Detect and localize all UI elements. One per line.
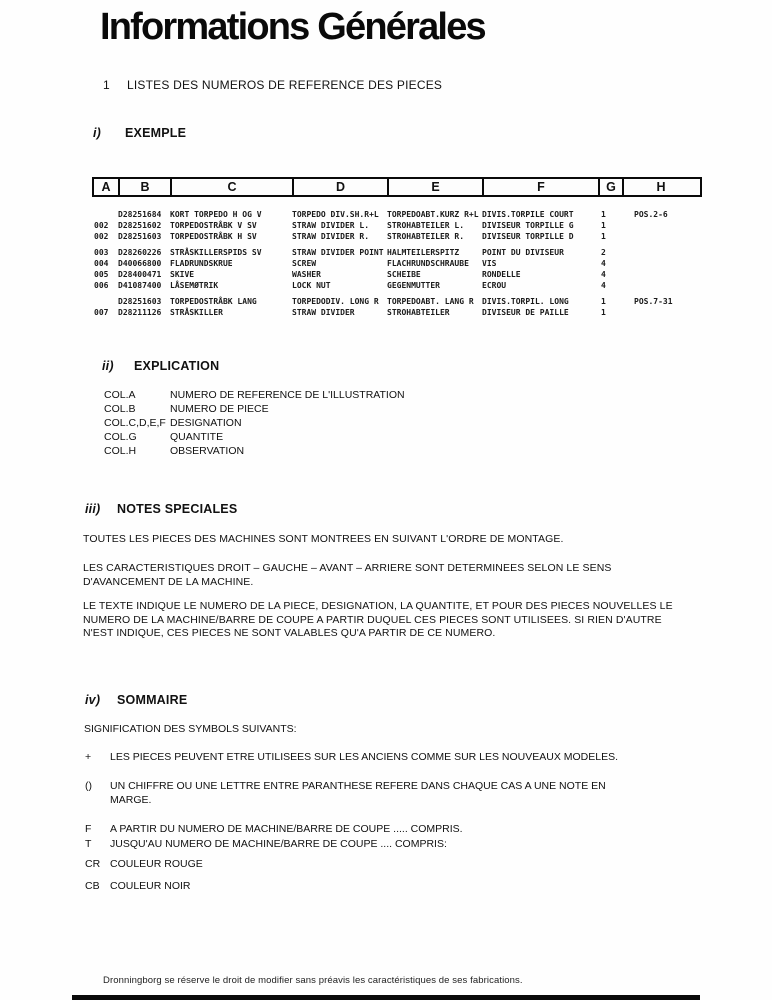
explication-item (104, 444, 405, 458)
column-ref: COL.H (104, 445, 137, 457)
parts-table-body (92, 209, 732, 323)
symbol-description: LES PIECES PEUVENT ETRE UTILISEES SUR LES ANCIENS COMME SUR LES NOUVEAUX MODELES. (110, 751, 619, 763)
table-row (92, 220, 732, 231)
symbol-item (85, 822, 650, 836)
notes-label: iii) (85, 502, 101, 516)
table-cell: SCHEIBE (387, 270, 421, 279)
table-row (92, 258, 732, 269)
table-cell: 1 (601, 221, 606, 230)
table-cell: 006 (94, 281, 109, 290)
table-row (92, 269, 732, 280)
column-header-h: H (656, 180, 666, 194)
table-cell: HALMTEILERSPITZ (387, 248, 460, 257)
column-header-e: E (389, 179, 484, 195)
column-header-f: F (484, 179, 600, 195)
notes-paragraph: LE TEXTE INDIQUE LE NUMERO DE LA PIECE, DESIGNATION, LA QUANTITE, ET POUR DES PIECES NOUVELLES LE NUMERO DE LA MACHINE/BARRE DE COUPE A PARTIR DUQUEL CES PIECES SONT UTILISEES. SI RIEN D'AUTRE N'EST INDIQUE, CES PIECES NE SONT VALABLES QU'A PARTIR DE CE NUMERO. (83, 600, 673, 639)
footer-disclaimer: Dronningborg se réserve le droit de modifier sans préavis les caractéristiques de ses fabrications. (103, 975, 523, 986)
symbol-glyph: CB (85, 880, 100, 892)
page-bottom-rule (72, 995, 700, 1000)
table-group (92, 296, 732, 318)
table-cell: DIVISEUR TORPILLE G (482, 221, 574, 230)
table-cell: TORPEDOSTRÅBK H SV (170, 232, 257, 241)
explication-heading-text: EXPLICATION (134, 359, 220, 373)
symbol-item (85, 857, 650, 871)
table-row (92, 296, 732, 307)
column-description: OBSERVATION (170, 445, 245, 457)
explication-item (104, 402, 405, 416)
table-cell: TORPEDO DIV.SH.R+L (292, 210, 379, 219)
symbol-glyph: CR (85, 858, 101, 870)
table-cell: DIVISEUR TORPILLE D (482, 232, 574, 241)
table-cell: LOCK NUT (292, 281, 331, 290)
notes-heading-text: NOTES SPECIALES (117, 502, 238, 516)
explication-list (104, 388, 405, 458)
symbol-item (85, 837, 650, 851)
sommaire-intro: SIGNIFICATION DES SYMBOLS SUIVANTS: (84, 723, 297, 735)
table-cell: SCREW (292, 259, 317, 268)
table-cell: D28251603 (118, 297, 162, 306)
symbol-description: JUSQU'AU NUMERO DE MACHINE/BARRE DE COUPE .... COMPRIS: (110, 838, 447, 850)
column-header-g: G (600, 179, 624, 195)
table-cell: D28251603 (118, 232, 162, 241)
table-cell: STROHABTEILER (387, 308, 450, 317)
section-1-heading (103, 78, 442, 92)
column-description: NUMERO DE PIECE (170, 403, 269, 415)
table-cell: 007 (94, 308, 109, 317)
table-cell: 1 (601, 232, 606, 241)
table-cell: LÅSEMØTRIK (170, 281, 219, 290)
table-cell: 004 (94, 259, 109, 268)
explication-item (104, 430, 405, 444)
table-cell: STRÅSKILLERSPIDS SV (170, 248, 262, 257)
table-cell: STROHABTEILER L. (387, 221, 465, 230)
column-ref: COL.G (104, 431, 137, 443)
table-cell: STRAW DIVIDER L. (292, 221, 370, 230)
column-description: DESIGNATION (170, 417, 242, 429)
symbol-item (85, 779, 650, 807)
symbol-glyph: T (85, 838, 92, 850)
table-cell: 1 (601, 210, 606, 219)
table-cell: ECROU (482, 281, 507, 290)
table-row (92, 307, 732, 318)
table-group (92, 247, 732, 291)
table-row (92, 280, 732, 291)
table-cell: D28251602 (118, 221, 162, 230)
table-cell: TORPEDOSTRÅBK LANG (170, 297, 257, 306)
column-description: QUANTITE (170, 431, 224, 443)
explication-label: ii) (102, 359, 114, 373)
table-cell: FLADRUNDSKRUE (170, 259, 233, 268)
notes-heading (85, 502, 237, 516)
symbol-item (85, 879, 650, 893)
table-cell: 1 (601, 297, 606, 306)
table-row (92, 209, 732, 220)
symbol-glyph: () (85, 780, 92, 792)
table-cell: TORPEDOABT. LANG R (387, 297, 474, 306)
table-cell: STRÅSKILLER (170, 308, 223, 317)
table-group (92, 209, 732, 242)
table-cell: D28251684 (118, 210, 162, 219)
symbol-description: A PARTIR DU NUMERO DE MACHINE/BARRE DE COUPE ..... COMPRIS. (110, 823, 463, 835)
table-cell: 002 (94, 221, 109, 230)
table-cell: 003 (94, 248, 109, 257)
table-cell: RONDELLE (482, 270, 521, 279)
table-cell: FLACHRUNDSCHRAUBE (387, 259, 469, 268)
explication-heading (102, 359, 219, 373)
table-cell: GEGENMUTTER (387, 281, 440, 290)
symbol-glyph: F (85, 823, 92, 835)
table-cell: D28260226 (118, 248, 162, 257)
table-cell: KORT TORPEDO H OG V (170, 210, 262, 219)
column-header-b: B (120, 179, 172, 195)
table-cell: VIS (482, 259, 497, 268)
column-description: NUMERO DE REFERENCE DE L'ILLUSTRATION (170, 389, 405, 401)
symbol-list (85, 750, 650, 893)
table-cell: D40066800 (118, 259, 162, 268)
symbol-description: UN CHIFFRE OU UNE LETTRE ENTRE PARANTHESE REFERE DANS CHAQUE CAS A UNE NOTE EN MARGE. (110, 780, 606, 806)
table-cell: D41087400 (118, 281, 162, 290)
table-cell: D28211126 (118, 308, 162, 317)
section-heading-text: LISTES DES NUMEROS DE REFERENCE DES PIECES (127, 78, 443, 92)
table-cell: DIVIS.TORPILE COURT (482, 210, 574, 219)
symbol-glyph: + (85, 751, 92, 763)
symbol-description: COULEUR ROUGE (110, 858, 203, 870)
table-cell: 2 (601, 248, 606, 257)
column-ref: COL.C,D,E,F (104, 417, 166, 429)
table-cell: SKIVE (170, 270, 195, 279)
sommaire-label: iv) (85, 693, 101, 707)
table-cell: D28400471 (118, 270, 162, 279)
symbol-item (85, 750, 650, 764)
table-cell: TORPEDOSTRÅBK V SV (170, 221, 257, 230)
section-number: 1 (103, 78, 110, 92)
column-header-d: D (294, 179, 389, 195)
table-cell: 1 (601, 308, 606, 317)
table-row (92, 231, 732, 242)
column-header-c: C (172, 179, 294, 195)
table-cell: STROHABTEILER R. (387, 232, 465, 241)
sommaire-heading (85, 693, 187, 707)
column-header-a: A (94, 179, 120, 195)
table-row (92, 247, 732, 258)
table-cell: TORPEDOABT.KURZ R+L (387, 210, 479, 219)
table-cell: 4 (601, 281, 606, 290)
sommaire-heading-text: SOMMAIRE (117, 693, 188, 707)
table-cell: DIVIS.TORPIL. LONG (482, 297, 569, 306)
page-title: Informations Générales (100, 6, 485, 48)
table-cell: 002 (94, 232, 109, 241)
table-cell: 4 (601, 259, 606, 268)
table-cell: TORPEDODIV. LONG R (292, 297, 379, 306)
table-cell: DIVISEUR DE PAILLE (482, 308, 569, 317)
table-cell: WASHER (292, 270, 321, 279)
table-cell: POS.7-31 (634, 297, 673, 306)
column-ref: COL.B (104, 403, 136, 415)
column-ref: COL.A (104, 389, 136, 401)
table-cell: STRAW DIVIDER POINT (292, 248, 384, 257)
table-cell: 005 (94, 270, 109, 279)
symbol-description: COULEUR NOIR (110, 880, 191, 892)
table-cell: STRAW DIVIDER R. (292, 232, 370, 241)
table-cell: STRAW DIVIDER (292, 308, 355, 317)
notes-paragraph: LES CARACTERISTIQUES DROIT – GAUCHE – AVANT – ARRIERE SONT DETERMINEES SELON LE SENS D'AVANCEMENT DE LA MACHINE. (83, 562, 612, 588)
exemple-label: i) (93, 126, 102, 140)
table-cell: POS.2-6 (634, 210, 668, 219)
parts-table-header (92, 177, 702, 197)
table-cell: POINT DU DIVISEUR (482, 248, 564, 257)
exemple-heading (93, 126, 186, 140)
table-cell: 4 (601, 270, 606, 279)
notes-paragraph: TOUTES LES PIECES DES MACHINES SONT MONTREES EN SUIVANT L'ORDRE DE MONTAGE. (83, 533, 564, 545)
explication-item (104, 416, 405, 430)
exemple-heading-text: EXEMPLE (125, 126, 187, 140)
explication-item (104, 388, 405, 402)
